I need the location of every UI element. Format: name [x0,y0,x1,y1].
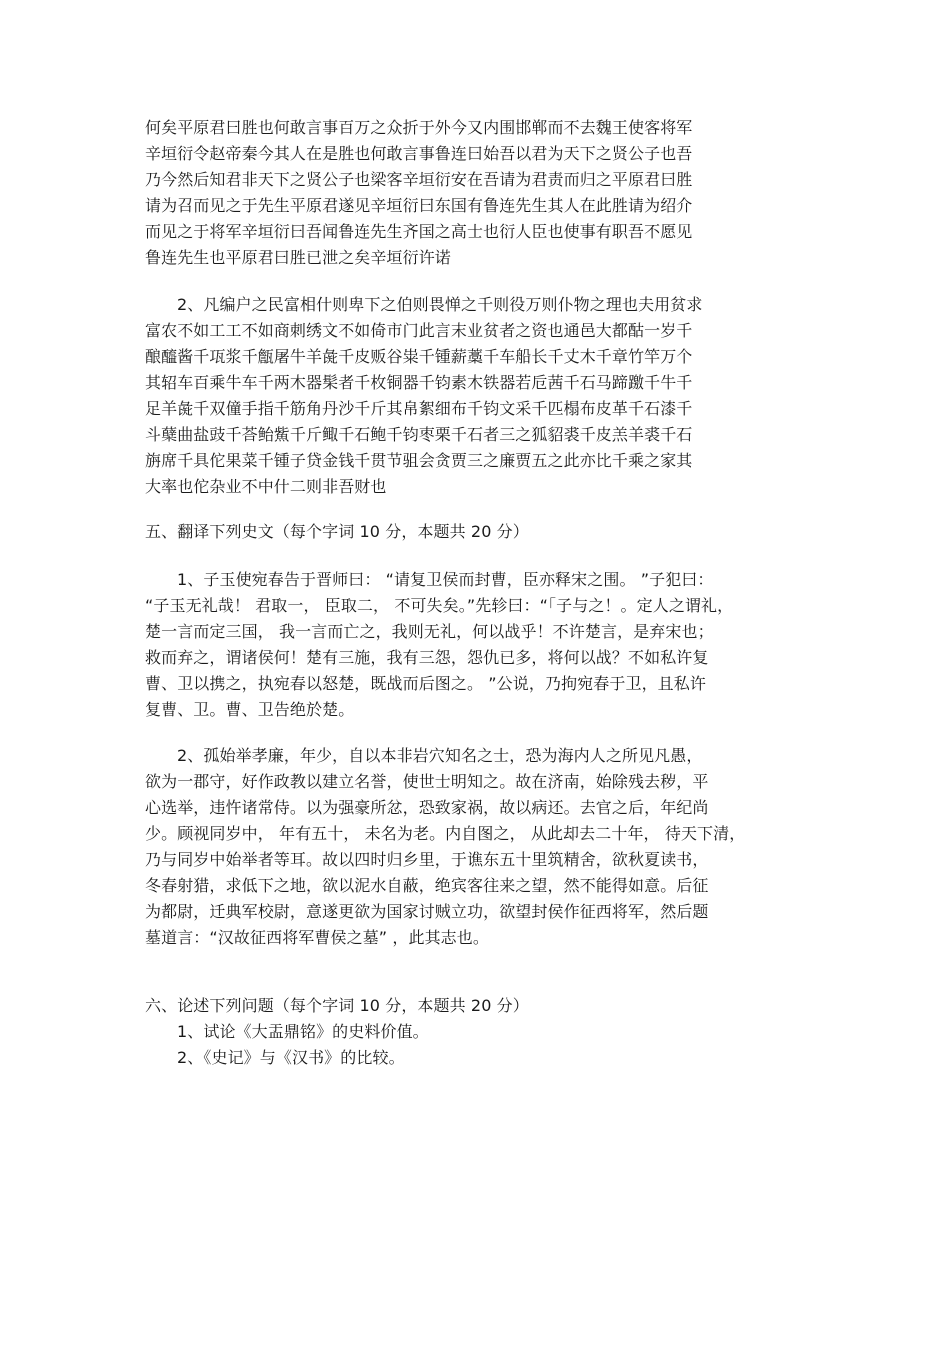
text-line: 乃与同岁中始举者等耳。故以四时归乡里，于谯东五十里筑精舍，欲秋夏读书， [145,850,709,869]
text-line: 辛垣衍令赵帝秦今其人在是胜也何敢言事鲁连曰始吾以君为天下之贤公子也吾 [145,144,693,163]
text-line: 复曹、卫。曹、卫告绝於楚。 [145,700,355,719]
text-line: 1、子玉使宛春告于晋师曰： “请复卫侯而封曹，臣亦释宋之围。 ”子犯曰： [177,570,714,589]
text-line: 冬春射猎，求低下之地，欲以泥水自蔽，绝宾客往来之望，然不能得如意。后征 [145,876,709,895]
text-line: 大率也佗杂业不中什二则非吾财也 [145,477,387,496]
text-line: 欲为一郡守，好作政教以建立名誉，使世士明知之。故在济南，始除残去秽，平 [145,772,709,791]
text-line: 何矣平原君曰胜也何敢言事百万之众折于外今又内围邯郸而不去魏王使客将军 [145,118,693,137]
text-line: 乃今然后知君非天下之贤公子也梁客辛垣衍安在吾请为君责而归之平原君曰胜 [145,170,693,189]
text-line: 墓道言：“汉故征西将军曹侯之墓” ，此其志也。 [145,928,489,947]
section-heading: 五、翻译下列史文（每个字词 10 分，本题共 20 分） [145,522,529,541]
text-line: 而见之于将军辛垣衍曰吾闻鲁连先生齐国之高士也衍人臣也使事有职吾不愿见 [145,222,693,241]
text-line: 足羊彘千双僮手指千筋角丹沙千斤其帛絮细布千钧文采千匹榻布皮革千石漆千 [145,399,693,418]
text-line: 救而弃之，谓诸侯何！楚有三施，我有三怨，怨仇已多，将何以战？不如私许复 [145,648,709,667]
text-line: 少。顾视同岁中， 年有五十， 未名为老。内自图之， 从此却去二十年， 待天下清， [145,824,746,843]
text-line: 斗蘖曲盐豉千荅鲐鮆千斤鲰千石鲍千钧枣栗千石者三之狐貂裘千皮羔羊裘千石 [145,425,693,444]
text-line: 2、凡编户之民富相什则卑下之伯则畏惮之千则役万则仆物之理也夫用贫求 [177,295,703,314]
text-line: 为都尉，迁典军校尉，意遂更欲为国家讨贼立功，欲望封侯作征西将军，然后题 [145,902,709,921]
text-line: 富农不如工工不如商刺绣文不如倚市门此言末业贫者之资也通邑大都酤一岁千 [145,321,693,340]
list-item: 2、《史记》与《汉书》的比较。 [177,1048,405,1067]
text-line: 心选举，违忤诸常侍。以为强豪所忿，恐致家祸，故以病还。去官之后，年纪尚 [145,798,709,817]
text-line: 旃席千具佗果菜千锺子贷金钱千贯节驵会贪贾三之廉贾五之此亦比千乘之家其 [145,451,693,470]
text-line: 鲁连先生也平原君曰胜已泄之矣辛垣衍许诺 [145,248,451,267]
text-line: 酿醯酱千瓨浆千甔屠牛羊彘千皮贩谷粜千锺薪藁千车船长千丈木千章竹竿万个 [145,347,693,366]
section-heading: 六、论述下列问题（每个字词 10 分，本题共 20 分） [145,996,529,1015]
text-line: 楚一言而定三国， 我一言而亡之，我则无礼，何以战乎！不许楚言，是弃宋也； [145,622,714,641]
text-line: 其轺车百乘牛车千两木器髤者千枚铜器千钧素木铁器若卮茜千石马蹄躈千牛千 [145,373,693,392]
text-line: 曹、卫以携之，执宛春以怒楚，既战而后图之。 ”公说，乃拘宛春于卫，且私许 [145,674,706,693]
text-line: 2、孤始举孝廉，年少，自以本非岩穴知名之士，恐为海内人之所见凡愚， [177,746,703,765]
text-line: 请为召而见之于先生平原君遂见辛垣衍曰东国有鲁连先生其人在此胜请为绍介 [145,196,693,215]
list-item: 1、试论《大盂鼎铭》的史料价值。 [177,1022,429,1041]
text-line: “子玉无礼哉！ 君取一， 臣取二， 不可失矣。”先轸曰：“「子与之！。定人之谓礼， [145,596,734,615]
